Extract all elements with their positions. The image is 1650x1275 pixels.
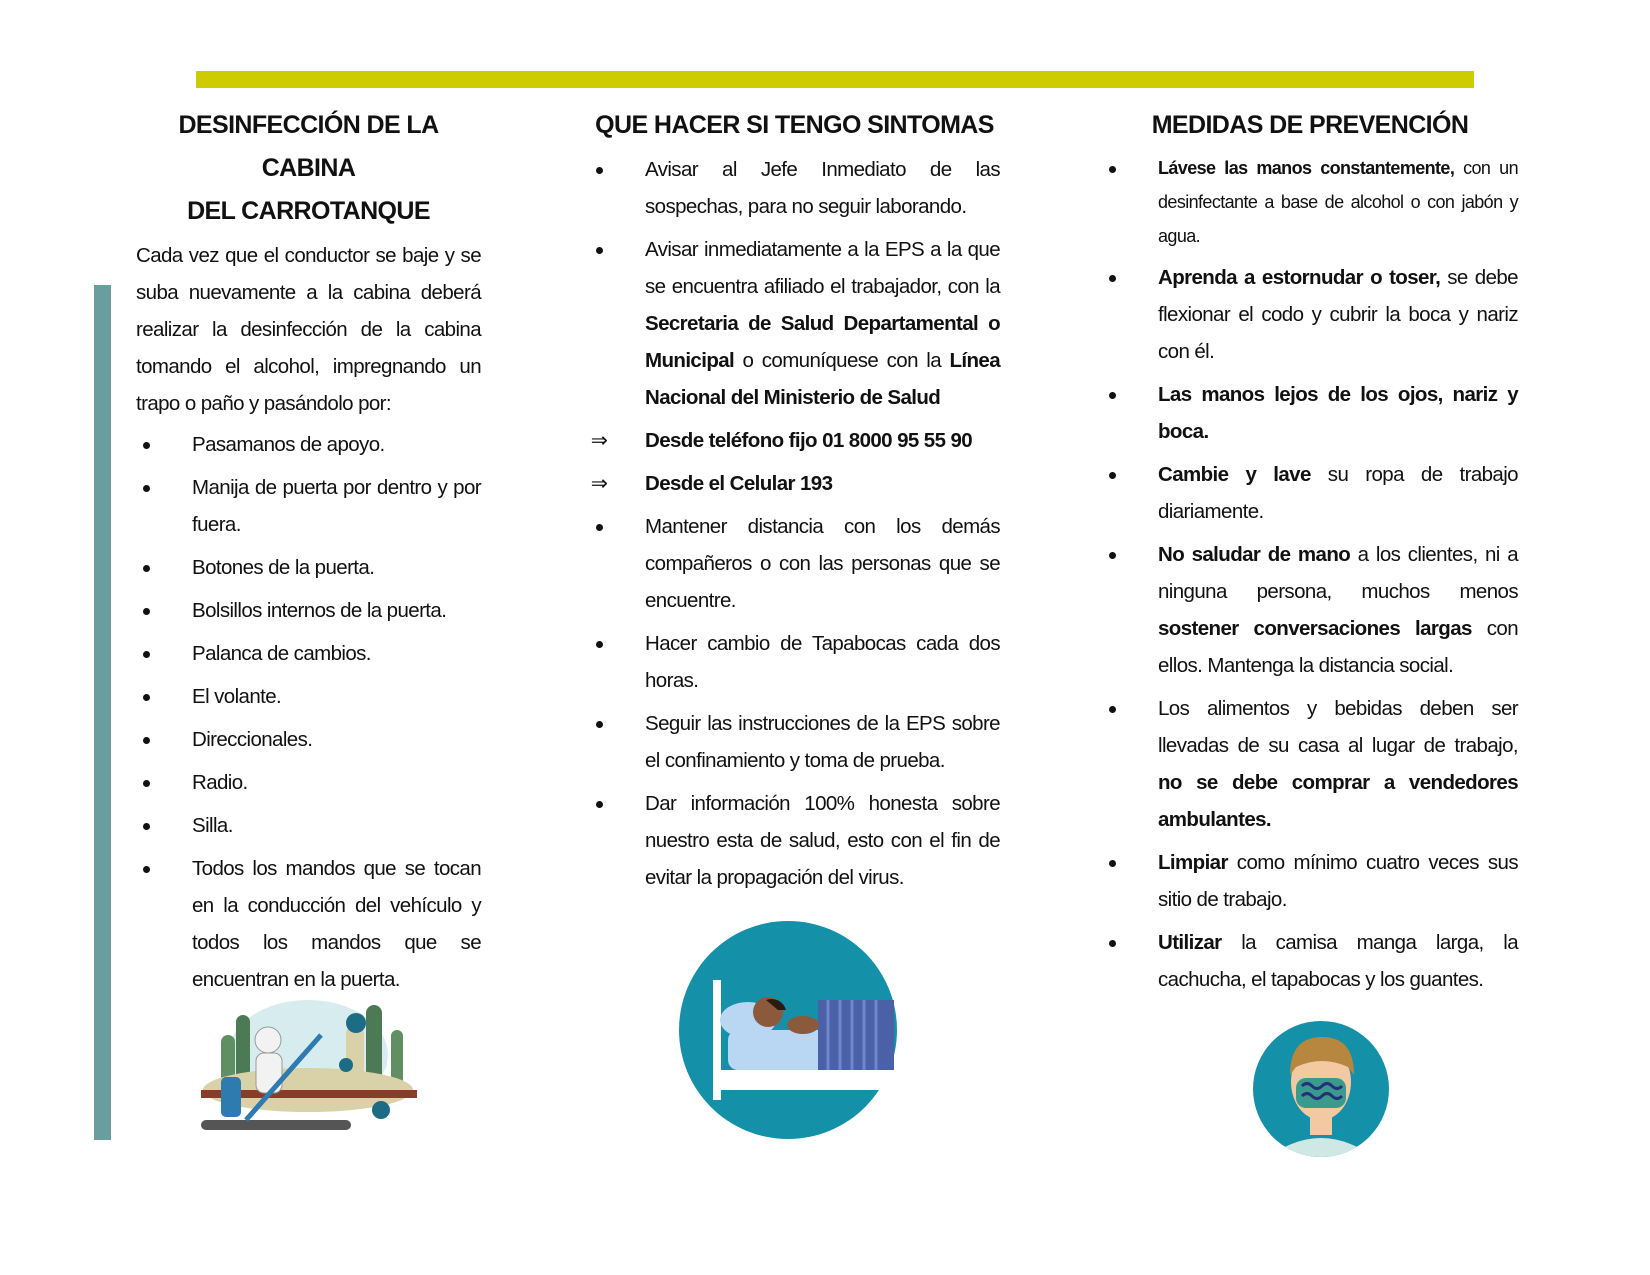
bold-text: Cambie y lave (1158, 463, 1311, 486)
bullet-icon (1102, 924, 1122, 961)
list-item (136, 721, 481, 758)
text: Silla. (192, 814, 233, 837)
bold-text: sostener conversaciones largas (1158, 617, 1472, 640)
intro-paragraph: Cada vez que el conductor se baje y se suba nuevamente a la cabina deberá realizar la desinfección de la cabina tomando el alcohol, impregnando un trapo o paño y pasándolo por: (136, 244, 481, 415)
section-title: MEDIDAS DE PREVENCIÓN (1151, 111, 1469, 139)
list-item (136, 850, 481, 998)
list-item (1102, 456, 1518, 530)
bullet-icon (1102, 536, 1122, 573)
bold-text: Desde teléfono fijo 01 8000 95 55 90 (645, 429, 973, 452)
bullet-icon (1102, 259, 1122, 296)
list-item (589, 151, 1000, 225)
bold-text: No saludar de mano (1158, 543, 1351, 566)
arrow-bullet-icon: ⇒ (590, 472, 608, 495)
bold-text: Lávese las manos constantemente, (1158, 158, 1455, 178)
bullet-icon (1102, 844, 1122, 881)
column-prevention (1102, 104, 1518, 1004)
bullet-icon (136, 678, 156, 715)
bullet-icon (1102, 690, 1122, 727)
column-symptoms (589, 104, 1000, 902)
bullet-icon (589, 231, 609, 268)
bullet-icon (589, 785, 609, 822)
text: Hacer cambio de Tapabocas cada dos horas. (645, 632, 1000, 692)
list-item (136, 469, 481, 543)
list-item (1102, 259, 1518, 370)
text: se debe flexionar el codo y cubrir la boca y nariz con él. (1158, 266, 1518, 363)
text: Palanca de cambios. (192, 642, 371, 665)
list-item (1102, 151, 1518, 253)
list-item (136, 807, 481, 844)
list-item (589, 508, 1000, 619)
bullet-icon (136, 549, 156, 586)
bullet-icon (136, 469, 156, 506)
text: Avisar al Jefe Inmediato de las sospechas, para no seguir laborando. (645, 158, 1000, 218)
list-item (136, 764, 481, 801)
prevention-list (1102, 151, 1518, 998)
section-title: QUE HACER SI TENGO SINTOMAS (595, 111, 994, 139)
bullet-icon (589, 508, 609, 545)
list-item (1102, 536, 1518, 684)
title-line: DEL CARROTANQUE (187, 197, 430, 225)
bold-text: Secretaria de Salud Departamental o Municipal (645, 312, 1000, 372)
text: Dar información 100% honesta sobre nuestro esta de salud, esto con el fin de evitar la propagación del virus. (645, 792, 1000, 889)
bullet-icon (1102, 376, 1122, 413)
bullet-icon (136, 426, 156, 463)
symptoms-list (589, 151, 1000, 896)
bold-text: Las manos lejos de los ojos, nariz y boca. (1158, 383, 1518, 443)
bold-text: Aprenda a estornudar o toser, (1158, 266, 1441, 289)
bullet-icon (136, 850, 156, 887)
disinfection-worker-illustration (196, 995, 422, 1135)
text: como mínimo cuatro veces sus sitio de trabajo. (1158, 851, 1518, 911)
bullet-icon (136, 807, 156, 844)
bullet-icon (1102, 456, 1122, 493)
list-item (589, 422, 1000, 459)
text: su ropa de trabajo diariamente. (1158, 463, 1518, 523)
bold-text: Utilizar (1158, 931, 1222, 954)
column-cabin-disinfection (136, 104, 481, 1004)
bold-text: Limpiar (1158, 851, 1228, 874)
list-item (589, 231, 1000, 416)
list-item (589, 465, 1000, 502)
list-item (1102, 844, 1518, 918)
list-item (1102, 376, 1518, 450)
text: Todos los mandos que se tocan en la conducción del vehículo y todos los mandos que se encuentran en la puerta. (192, 857, 481, 991)
bullet-icon (589, 151, 609, 188)
bullet-icon (136, 764, 156, 801)
list-item (136, 678, 481, 715)
text: Los alimentos y bebidas deben ser llevadas de su casa al lugar de trabajo, (1158, 697, 1518, 757)
list-item (1102, 924, 1518, 998)
text: Botones de la puerta. (192, 556, 375, 579)
list-item (589, 625, 1000, 699)
bullet-icon (136, 592, 156, 629)
masked-person-illustration (1252, 1020, 1390, 1158)
text: Manija de puerta por dentro y por fuera. (192, 476, 481, 536)
text: Pasamanos de apoyo. (192, 433, 385, 456)
text: la camisa manga larga, la cachucha, el tapabocas y los guantes. (1158, 931, 1518, 991)
text: Seguir las instrucciones de la EPS sobre el confinamiento y toma de prueba. (645, 712, 1000, 772)
bold-text: no se debe comprar a vendedores ambulantes. (1158, 771, 1518, 831)
list-item (136, 635, 481, 672)
text: Avisar inmediatamente a la EPS a la que se encuentra afiliado el trabajador, con la (645, 238, 1000, 298)
sick-person-illustration (678, 920, 898, 1140)
bullet-icon (589, 625, 609, 662)
bold-text: Línea Nacional del Ministerio de Salud (645, 349, 1000, 409)
bullet-icon (1102, 151, 1122, 185)
bullet-icon (136, 721, 156, 758)
text: o comuníquese con la (734, 349, 950, 372)
text: a los clientes, ni a ninguna persona, muchos menos (1158, 543, 1518, 603)
bullet-icon (136, 635, 156, 672)
accent-bar (196, 71, 1474, 88)
list-item (136, 549, 481, 586)
text: con ellos. Mantenga la distancia social. (1158, 617, 1518, 677)
text: Radio. (192, 771, 248, 794)
list-item (136, 592, 481, 629)
list-item (589, 705, 1000, 779)
section-title (136, 104, 481, 233)
list-item (136, 426, 481, 463)
text: Mantener distancia con los demás compañeros o con las personas que se encuentre. (645, 515, 1000, 612)
bold-text: Desde el Celular 193 (645, 472, 833, 495)
arrow-bullet-icon: ⇒ (590, 429, 608, 452)
side-accent-bar (94, 285, 111, 1140)
text: con un desinfectante a base de alcohol o con jabón y agua. (1158, 158, 1518, 246)
text: Bolsillos internos de la puerta. (192, 599, 447, 622)
list-item (589, 785, 1000, 896)
cabin-items-list (136, 426, 481, 998)
text: El volante. (192, 685, 282, 708)
text: Direccionales. (192, 728, 313, 751)
title-line: DESINFECCIÓN DE LA CABINA (178, 111, 439, 182)
bullet-icon (589, 705, 609, 742)
list-item (1102, 690, 1518, 838)
